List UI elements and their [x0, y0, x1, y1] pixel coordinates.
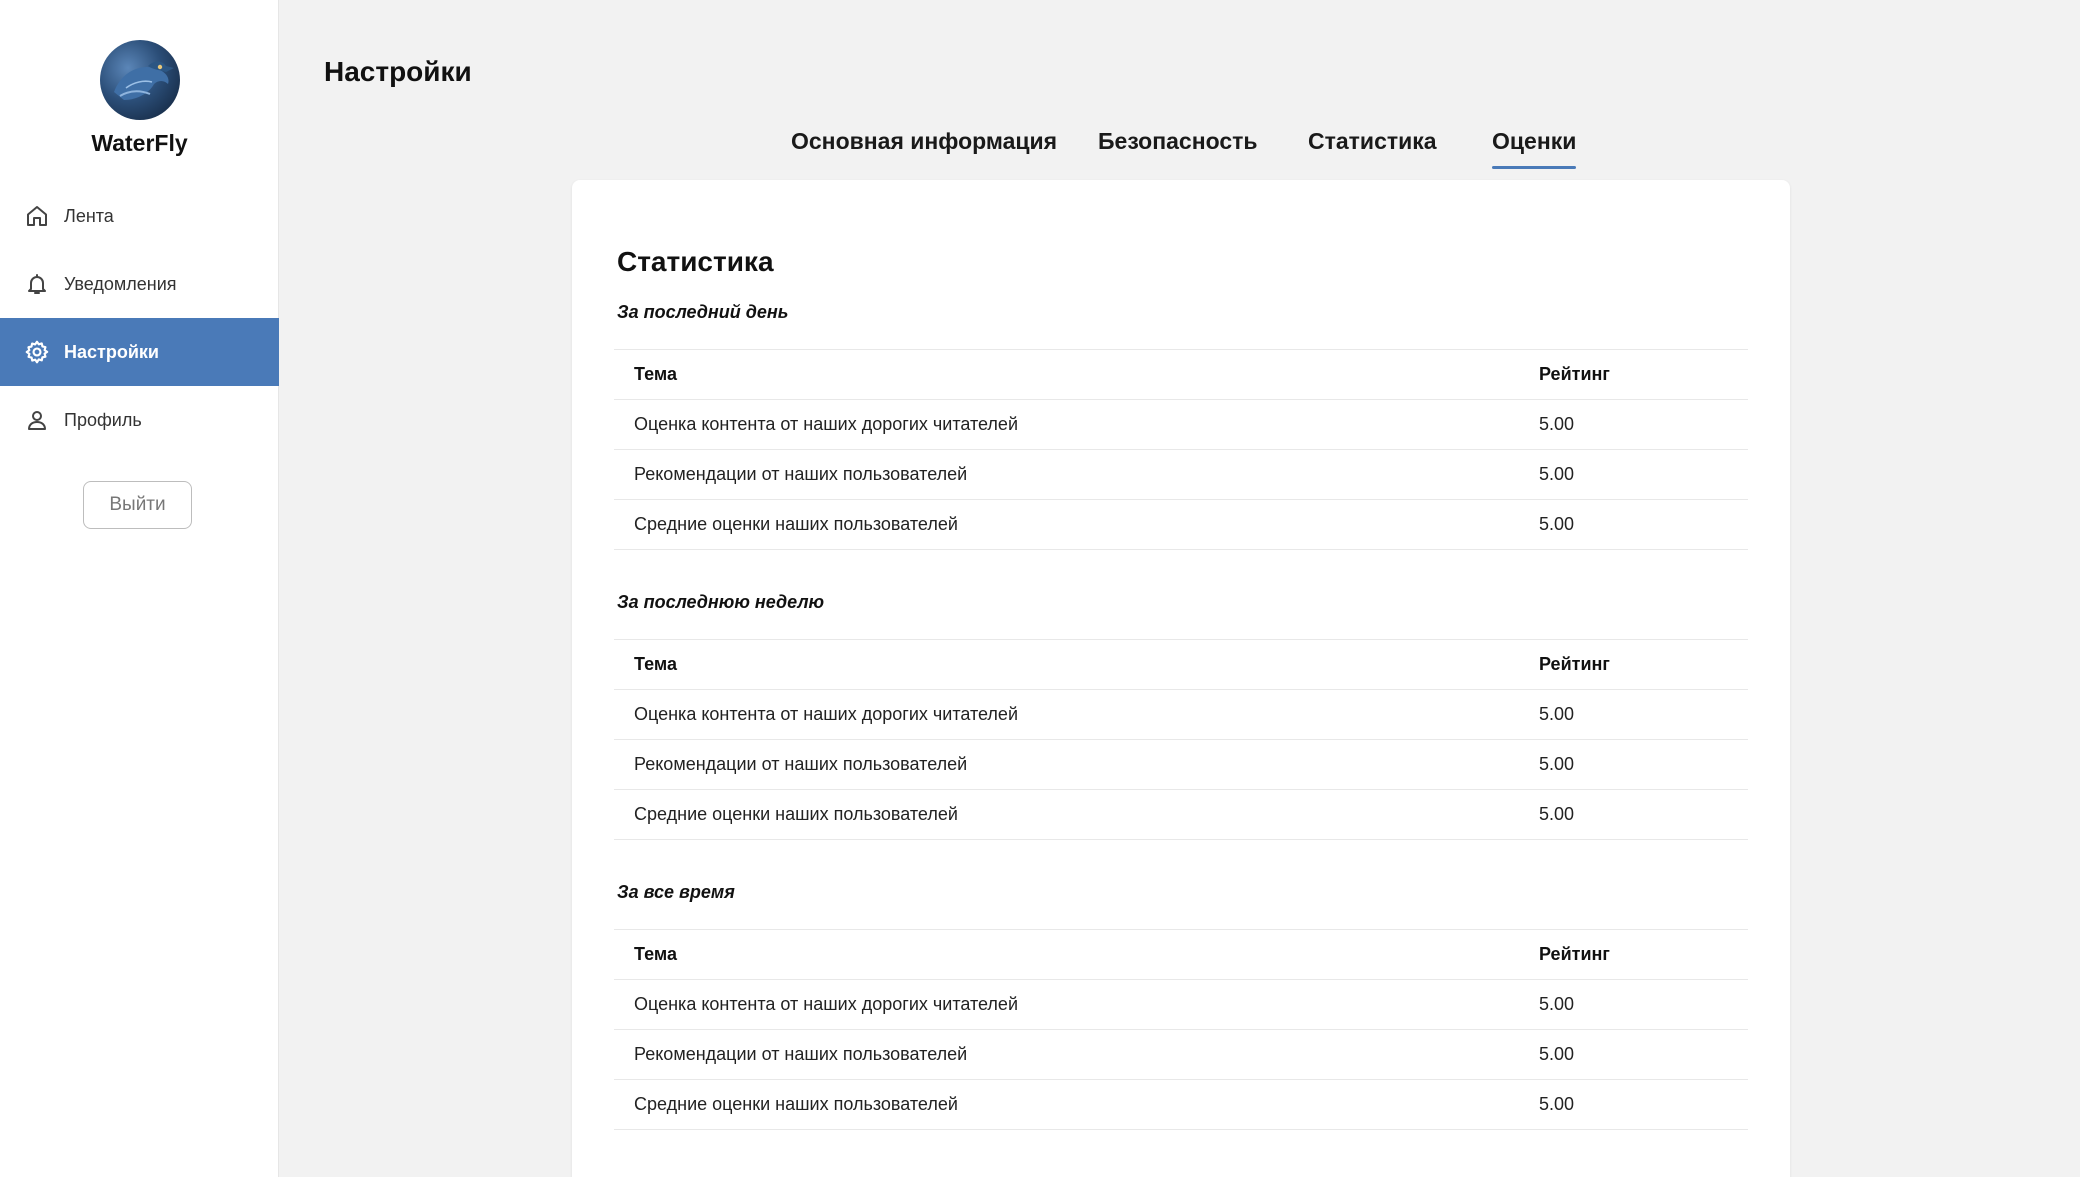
row-topic: Средние оценки наших пользователей	[634, 804, 958, 824]
table-row	[614, 400, 1748, 450]
sidebar-nav	[0, 182, 279, 454]
table-row	[614, 740, 1748, 790]
statistics-card	[572, 180, 1790, 1177]
column-header-topic: Тема	[634, 654, 677, 674]
table-row	[614, 500, 1748, 550]
stats-table-day	[614, 349, 1748, 550]
home-icon	[24, 203, 50, 229]
row-rating: 5.00	[1539, 754, 1575, 774]
tab-basic-info[interactable]: Основная информация	[791, 128, 1058, 154]
row-rating: 5.00	[1539, 704, 1575, 724]
sidebar-item-label: Настройки	[64, 341, 159, 362]
bird-logo-icon	[100, 40, 180, 120]
column-header-rating: Рейтинг	[1539, 364, 1610, 384]
table-row	[614, 450, 1748, 500]
row-rating: 5.00	[1539, 804, 1575, 824]
column-header-rating: Рейтинг	[1539, 654, 1610, 674]
column-header-topic: Тема	[634, 364, 677, 384]
row-rating: 5.00	[1539, 464, 1575, 484]
row-topic: Рекомендации от наших пользователей	[634, 1044, 968, 1064]
tab-ratings[interactable]: Оценки	[1492, 128, 1577, 154]
sidebar-item-profile[interactable]	[0, 386, 279, 454]
sidebar-item-settings[interactable]	[0, 318, 279, 386]
row-topic: Средние оценки наших пользователей	[634, 514, 958, 534]
table-row	[614, 1030, 1748, 1080]
table-row	[614, 1080, 1748, 1130]
table-header-row	[614, 350, 1748, 400]
row-rating: 5.00	[1539, 994, 1575, 1014]
row-topic: Оценка контента от наших дорогих читателей	[634, 994, 1018, 1014]
row-topic: Оценка контента от наших дорогих читателей	[634, 704, 1018, 724]
tab-statistics[interactable]: Статистика	[1308, 128, 1437, 154]
column-header-topic: Тема	[634, 944, 677, 964]
tab-security[interactable]: Безопасность	[1098, 128, 1258, 154]
table-header-row	[614, 930, 1748, 980]
settings-tabs	[0, 128, 2080, 172]
brand-name: WaterFly	[91, 130, 188, 156]
table-row	[614, 980, 1748, 1030]
row-rating: 5.00	[1539, 414, 1575, 434]
bell-icon	[24, 271, 50, 297]
stats-table-all-time	[614, 929, 1748, 1130]
stats-table-week	[614, 639, 1748, 840]
row-topic: Средние оценки наших пользователей	[634, 1094, 958, 1114]
sidebar-item-feed[interactable]	[0, 182, 279, 250]
row-rating: 5.00	[1539, 514, 1575, 534]
row-topic: Оценка контента от наших дорогих читателей	[634, 414, 1018, 434]
row-topic: Рекомендации от наших пользователей	[634, 464, 968, 484]
avatar[interactable]	[100, 40, 180, 120]
sidebar	[0, 0, 279, 1177]
row-topic: Рекомендации от наших пользователей	[634, 754, 968, 774]
section-title-all-time: За все время	[617, 882, 735, 902]
page-title: Настройки	[324, 56, 472, 87]
table-header-row	[614, 640, 1748, 690]
section-title-week: За последнюю неделю	[617, 592, 825, 612]
row-rating: 5.00	[1539, 1044, 1575, 1064]
sidebar-item-label: Уведомления	[64, 273, 177, 294]
gear-icon	[24, 339, 50, 365]
logout-button[interactable]: Выйти	[83, 481, 192, 529]
section-title-day: За последний день	[617, 302, 789, 322]
sidebar-item-label: Лента	[64, 205, 114, 226]
table-row	[614, 690, 1748, 740]
column-header-rating: Рейтинг	[1539, 944, 1610, 964]
user-icon	[24, 407, 50, 433]
card-title: Статистика	[617, 246, 774, 277]
sidebar-item-notifications[interactable]	[0, 250, 279, 318]
table-row	[614, 790, 1748, 840]
row-rating: 5.00	[1539, 1094, 1575, 1114]
sidebar-item-label: Профиль	[64, 409, 142, 430]
